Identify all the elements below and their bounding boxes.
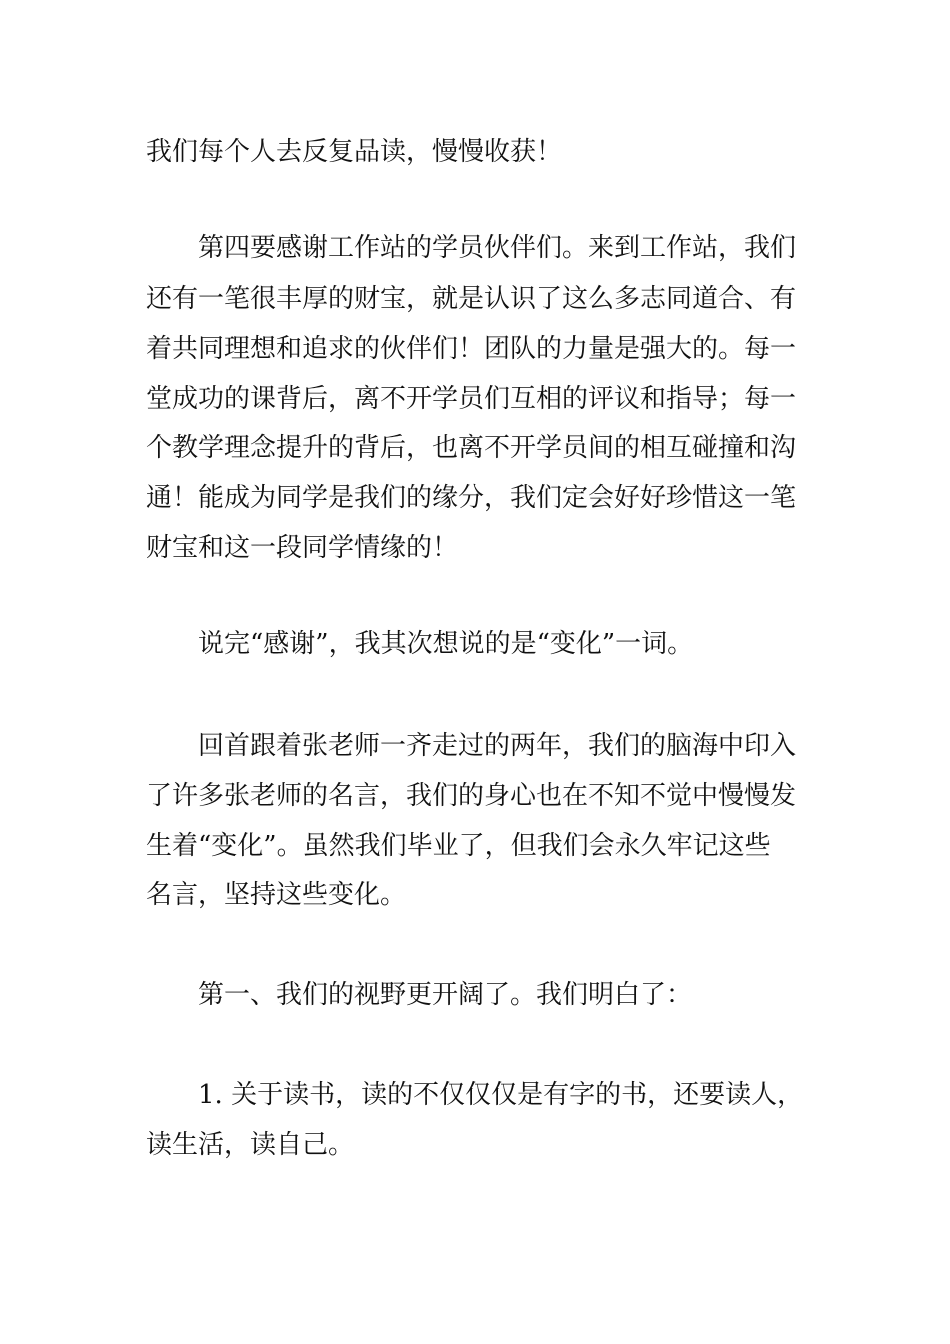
- text-line: 通！能成为同学是我们的缘分，我们定会好好珍惜这一笔: [146, 483, 797, 513]
- text-line: 堂成功的课背后，离不开学员们互相的评议和指导；每一: [146, 384, 797, 414]
- text-line: 我们每个人去反复品读，慢慢收获！: [146, 137, 563, 167]
- text-line: 生着“变化”。虽然我们毕业了，但我们会永久牢记这些: [146, 831, 771, 861]
- text-line: 了许多张老师的名言，我们的身心也在不知不觉中慢慢发: [146, 781, 797, 811]
- text-line: 个教学理念提升的背后，也离不开学员间的相互碰撞和沟: [146, 433, 797, 463]
- text-line: 读生活，读自己。: [146, 1130, 355, 1160]
- paragraph-line: 说完“感谢”，我其次想说的是“变化”一词。: [198, 629, 694, 659]
- text-line: 还有一笔很丰厚的财宝，就是认识了这么多志同道合、有: [146, 284, 797, 314]
- text-line: 名言，坚持这些变化。: [146, 880, 407, 910]
- paragraph-line: 回首跟着张老师一齐走过的两年，我们的脑海中印入: [198, 731, 797, 761]
- text-line: 着共同理想和追求的伙伴们！团队的力量是强大的。每一: [146, 334, 797, 364]
- paragraph-line: 第一、我们的视野更开阔了。我们明白了：: [198, 980, 693, 1010]
- paragraph-line: 1. 关于读书，读的不仅仅仅是有字的书，还要读人，: [198, 1080, 804, 1110]
- paragraph-line: 第四要感谢工作站的学员伙伴们。来到工作站，我们: [198, 233, 797, 263]
- text-line: 财宝和这一段同学情缘的！: [146, 533, 459, 563]
